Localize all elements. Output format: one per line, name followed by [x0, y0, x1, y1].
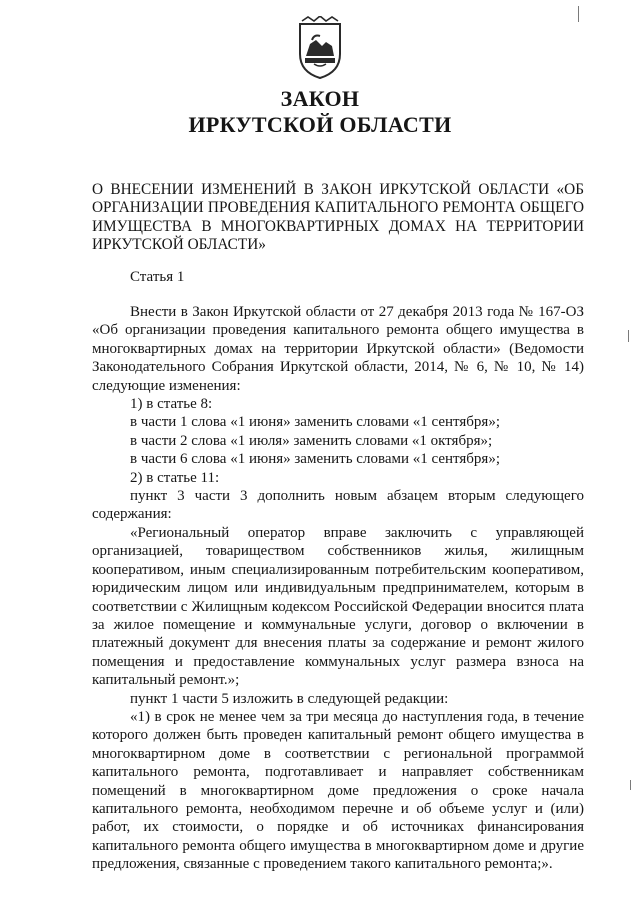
paragraph-item1-text: «1) в срок не менее чем за три месяца до наступления года, в течение которого должен быть проведен капитальный ремонт общего имущества в многоквартирном доме в соответствии с региональной программой капитального ремонта, подготавливает и направляет собственникам помещений в многоквартирном доме предложения о сроке начала капитального ремонта, необходимом перечне и об объеме услуг и (или) работ, их стоимости, о порядке и об источниках финансирования капитального ремонта общего имущества в многоквартирном доме и другие предложения, связанные с проведением такого капитального ремонта;». — [92, 708, 584, 873]
article-label: Статья 1 — [130, 269, 185, 285]
coat-of-arms-icon — [292, 16, 348, 82]
law-name: О ВНЕСЕНИИ ИЗМЕНЕНИЙ В ЗАКОН ИРКУТСКОЙ ОБЛАСТИ «ОБ ОРГАНИЗАЦИИ ПРОВЕДЕНИЯ КАПИТАЛЬНОГО РЕМОНТА ОБЩЕГО ИМУЩЕСТВА В МНОГОКВАРТИРНЫХ ДОМАХ НА ТЕРРИТОРИИ ИРКУТСКОЙ ОБЛАСТИ» — [92, 181, 584, 254]
scan-mark — [578, 6, 579, 22]
paragraph-amendment-intro: Внести в Закон Иркутской области от 27 декабря 2013 года № 167-ОЗ «Об организации проведения капитального ремонта общего имущества в многоквартирных домах на территории Иркутской области» (Ведомости Законодательного Собрания Иркутской области, 2014, № 6, № 10, № 14) следующие изменения: — [92, 304, 584, 394]
scan-mark — [628, 330, 629, 342]
paragraph-part2: в части 2 слова «1 июля» заменить словами «1 октября»; — [130, 432, 493, 449]
paragraph-part1: в части 1 слова «1 июня» заменить словами «1 сентября»; — [130, 414, 500, 431]
paragraph-article11: 2) в статье 11: — [130, 469, 220, 486]
paragraph-item3: пункт 3 части 3 дополнить новым абзацем вторым следующего содержания: — [92, 488, 584, 523]
document-title-line1: ЗАКОН — [280, 86, 360, 111]
scan-mark — [630, 780, 631, 790]
paragraph-article8: 1) в статье 8: — [130, 396, 213, 413]
document-body — [92, 303, 584, 874]
document-title-line2: ИРКУТСКОЙ ОБЛАСТИ — [188, 112, 452, 137]
paragraph-part6: в части 6 слова «1 июня» заменить словами «1 сентября»; — [130, 451, 500, 468]
paragraph-regional-operator: «Региональный оператор вправе заключить с управляющей организацией, товариществом собственников жилья, жилищным кооперативом, иным специализированным потребительским кооперативом, юридическим лицом или индивидуальным предпринимателем, которым в соответствии с Жилищным кодексом Российской Федерации вносится плата за жилое помещение и коммунальные услуги, договор о включении в платежный документ для внесения платы за содержание и ремонт жилого помещения и предоставление коммунальных услуг размера взноса на капитальный ремонт.»; — [92, 524, 584, 689]
paragraph-item1-part5: пункт 1 части 5 изложить в следующей редакции: — [130, 690, 449, 707]
